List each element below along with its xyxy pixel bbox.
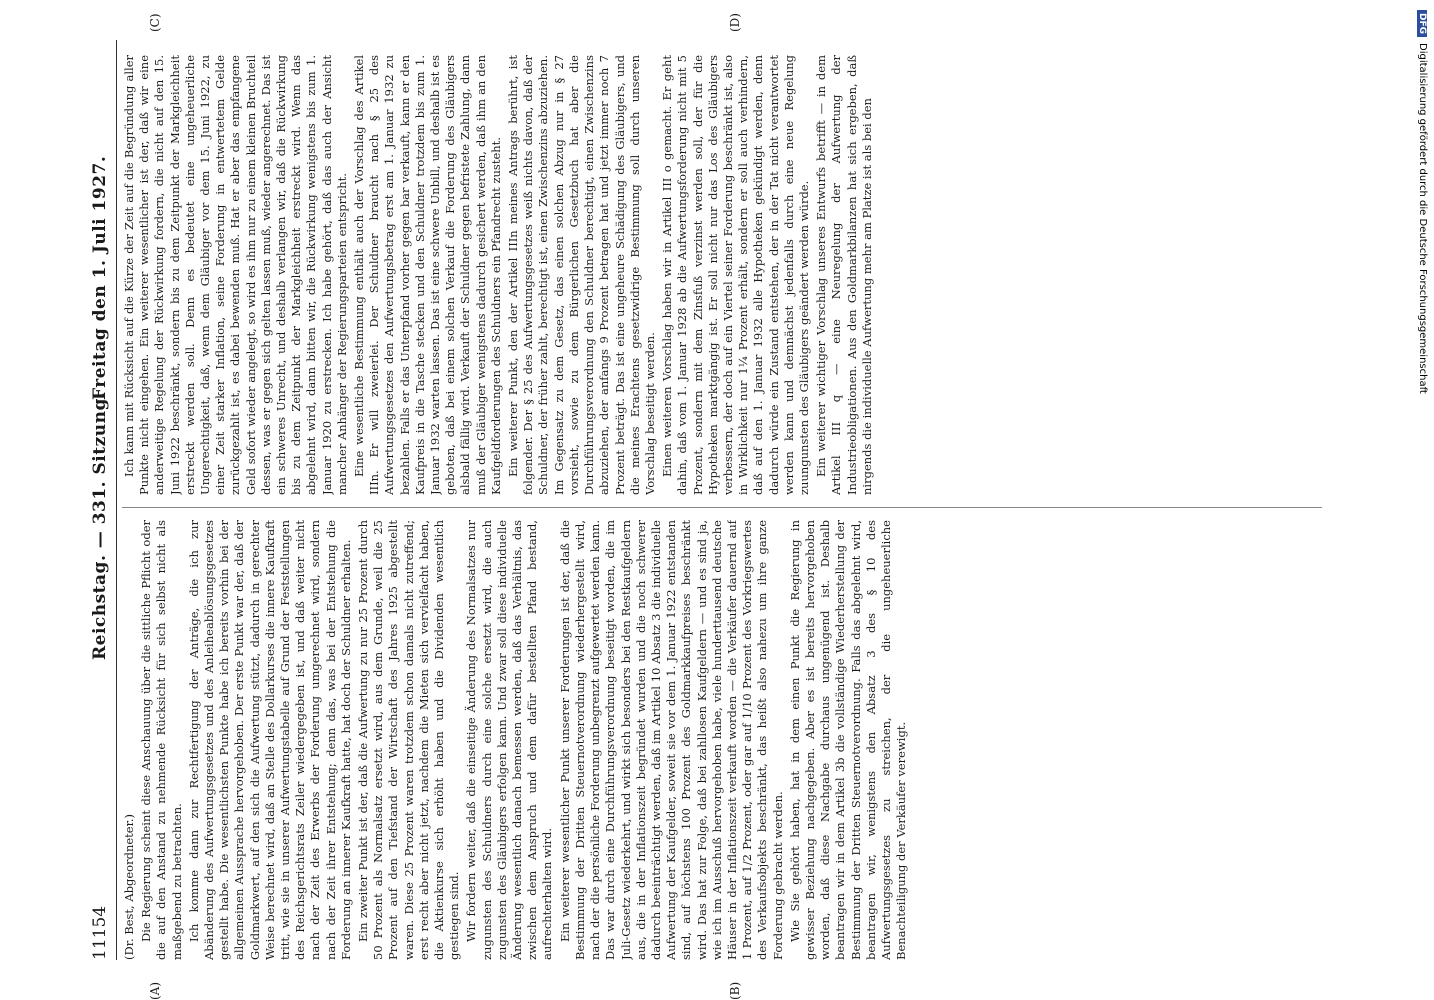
paragraph: Ein weiterer Punkt, den der Artikel IIIn meines Antrags berührt, ist folgender. Der § 25 des Aufwertungsgesetzes weiß nichts davon, daß der Schuldner, der früher zahlt, berechtigt ist, einen Zwischenzins abzuziehen. Im Gegensatz zu dem Gesetz, das einen solchen Abzug nur in § 27 vorsieht, sowie zu dem Bürgerlichen Gesetzbuch hat aber die Durchführungsverordnung den Schuldner berechtigt, einen Zwischenzins abzuziehen, der anfangs 9 Prozent betragen hat und jetzt immer noch 7 Prozent beträgt. Das ist eine ungeheure Schädigung des Gläubigers, und die meines Erachtens gesetzwidrige Bestimmung soll durch unseren Vorschlag beseitigt werden.: [506, 55, 657, 495]
paragraph: Ein weiterer wichtiger Vorschlag unseres Entwurfs betrifft — in dem Artikel III q — eine Neuregelung der Aufwertung der Industrieobligationen. Aus den Goldmarkbilanzen hat sich ergeben, daß nirgends die individuelle Aufwertung mehr am Platze ist als bei den: [814, 55, 874, 495]
header-rule: [116, 40, 117, 960]
digitization-note: [1412, 10, 1432, 990]
paragraph: Ein zweiter Punkt ist der, daß die Aufwertung zu nur 25 Prozent durch 50 Prozent als Normalsatz ersetzt wird, aus dem Grunde, weil die 25 Prozent auf den Tiefstand der Wirtschaft des Jahres 1925 abgestellt waren. Diese 25 Prozent waren trotzdem schon damals nicht zutreffend; erst recht aber nicht jetzt, nachdem die Mieten sich vervielfacht haben, die Aktienkurse sich erhöht haben und die Dividenden wesentlich gestiegen sind.: [356, 520, 462, 960]
page-header: [88, 40, 118, 960]
paragraph: Wir fordern weiter, daß die einseitige Änderung des Normalsatzes nur zugunsten des Schuldners durch eine solche ersetzt wird, die auch zugunsten des Gläubigers erfolgen kann. Und zwar soll diese individuelle Änderung wesentlich danach bemessen werden, daß das Verhältnis, das zwischen dem Anspruch und dem dafür bestellten Pfand bestand, aufrechterhalten wird.: [464, 520, 555, 960]
margin-marker-c: (C): [148, 13, 162, 32]
paragraph: Ein weiterer wesentlicher Punkt unserer Forderungen ist der, daß die Bestimmung der Dritten Steuernotverordnung wiederhergestellt wird, nach der die persönliche Forderung unbegrenzt aufgewertet werden kann. Das war durch eine Durchführungsverordnung beseitigt worden, die im Juli-Gesetz wiederkehrt, und wirkt sich besonders bei den Restkaufgeldern aus, die in der Inflationszeit begründet wurden und die noch schwerer dadurch beeinträchtigt werden, daß im Artikel 10 Absatz 3 die individuelle Aufwertung der Kaufgelder, soweit sie vor dem 1. Januar 1922 entstanden sind, auf höchstens 100 Prozent des Goldmarkkaufpreises beschränkt wird. Das hat zur Folge, daß bei zahllosen Kaufgeldern — und es sind ja, wie ich im Ausschuß hervorgehoben habe, viele hunderttausend deutsche Häuser in der Inflationszeit verkauft worden — die Verkäufer dauernd auf 1 Prozent, auf 1/2 Prozent, oder gar auf 1/10 Prozent des Vorkriegswertes des Verkaufsobjekts beschränkt, das heißt also nahezu um ihre ganze Forderung gebracht werden.: [557, 520, 785, 960]
paragraph: Ich komme dann zur Rechtfertigung der Anträge, die ich zur Abänderung des Aufwertungsgesetzes und des Anleiheablösungsgesetzes gestellt habe. Die wesentlichsten Punkte habe ich bereits vorhin bei der allgemeinen Aussprache hervorgehoben. Der erste Punkt war der, daß der Goldmarkwert, auf den sich die Aufwertung stützt, dadurch in gerechter Weise berechnet wird, daß an Stelle des Dollarkurses die innere Kaufkraft tritt, wie sie in unserer Aufwertungstabelle auf Grund der Feststellungen des Reichsgerichtsrats Zeiler wiedergegeben ist, und daß weiter nicht nach der Zeit des Erwerbs der Forderung umgerechnet wird, sondern nach der Zeit ihrer Entstehung; denn das, was bei der Entstehung die Forderung an innerer Kaufkraft hatte, hat doch der Schuldner erhalten.: [186, 520, 353, 960]
document-page: [88, 13, 1348, 1000]
paragraph: Die Regierung scheint diese Anschauung über die sittliche Pflicht oder die auf den Anstand zu nehmende Rücksicht für sich selbst nicht als maßgebend zu betrachten.: [139, 520, 184, 960]
paragraph: Wie Sie gehört haben, hat in dem einen Punkt die Regierung in gewisser Beziehung nachgegeben. Aber es ist bereits hervorgehoben worden, daß diese Nachgabe durchaus ungenügend ist. Deshalb beantragen wir in dem Artikel 3b die vollständige Wiederherstellung der Bestimmung der Dritten Steuernotverordnung. Falls das abgelehnt wird, beantragen wir, wenigstens den Absatz 3 des § 10 des Aufwertungsgesetzes zu streichen, der die ungeheuerliche Benachteiligung der Verkäufer verewigt.: [787, 520, 909, 960]
session-title: Reichstag. — 331. Sitzung.: [90, 391, 110, 660]
session-date: Freitag den 1. Juli 1927.: [90, 155, 110, 400]
right-column: [122, 55, 1348, 495]
digitization-text: Digitalisierung gefördert durch die Deutsche Forschungsgemeinschaft: [1417, 43, 1428, 394]
left-column: [122, 520, 1348, 960]
paragraph: Einen weiteren Vorschlag haben wir in Artikel III o gemacht. Er geht dahin, daß vom 1. Januar 1928 ab die Aufwertungsforderung nicht mit 5 Prozent, sondern mit dem Zinsfuß verzinst werden soll, der für die Hypotheken marktgängig ist. Er soll nicht nur das Los des Gläubigers verbessern, der doch auf ein Viertel seiner Forderung beschränkt ist, also in Wirklichkeit nur 1¼ Prozent erhält, sondern er soll auch verhindern, daß auf den 1. Januar 1932 alle Hypotheken gekündigt werden, denn dadurch würde ein Zustand entstehen, der in der Tat nicht verantwortet werden kann und demnächst jedenfalls durch eine neue Regelung zuungunsten des Gläubigers geändert werden würde.: [660, 55, 811, 495]
paragraph: Eine wesentliche Bestimmung enthält auch der Vorschlag des Artikel IIIn. Er will zweierlei. Der Schuldner braucht nach § 25 des Aufwertungsgesetzes den Aufwertungsbetrag erst am 1. Januar 1932 zu bezahlen. Falls er das Unterpfand vorher gegen bar verkauft, kann er den Kaufpreis in die Tasche stecken und den Schuldner trotzdem bis zum 1. Januar 1932 warten lassen. Das ist eine schwere Unbill, und deshalb ist es geboten, daß bei einem solchen Verkauf die Forderung des Gläubigers alsbald fällig wird. Verkauft der Schuldner gegen befristete Zahlung, dann muß der Gläubiger wenigstens dadurch gesichert werden, daß ihm an den Kaufgeldforderungen des Schuldners ein Pfandrecht zusteht.: [352, 55, 503, 495]
margin-marker-d: (D): [728, 13, 742, 32]
column-divider: [122, 507, 1322, 508]
paragraph: Ich kann mit Rücksicht auf die Kürze der Zeit auf die Begründung aller Punkte nicht eingehen. Ein weiterer wesentlicher ist der, daß wir eine anderweitige Regelung der Rückwirkung fordern, die nicht auf den 15. Juni 1922 beschränkt, sondern bis zu dem Zeitpunkt der Markgleichheit erstreckt werden soll. Denn es bedeutet eine ungeheuerliche Ungerechtigkeit, daß, wenn dem Gläubiger vor dem 15. Juni 1922, zu einer Zeit starker Inflation, seine Forderung in entwertetem Gelde zurückgezahlt ist, es dabei bewenden muß. Hat er aber das empfangene Geld sofort wieder angelegt, so wird es ihm nur zu einem kleinen Bruchteil dessen, was er gegen sich gelten lassen muß, wieder angerechnet. Das ist ein schweres Unrecht, und deshalb verlangen wir, daß die Rückwirkung bis zu dem Zeitpunkt der Markgleichheit erstreckt wird. Wenn das abgelehnt wird, dann bitten wir, die Rückwirkung wenigstens bis zum 1. Januar 1920 zu erstrecken. Ich habe gehört, daß das auch der Ansicht mancher Anhänger der Regierungsparteien entspricht.: [122, 55, 349, 495]
margin-marker-b: (B): [728, 981, 742, 1000]
dfg-logo: DFG: [1417, 10, 1427, 37]
margin-marker-a: (A): [148, 981, 162, 1000]
page-number: 11154: [90, 905, 110, 960]
speaker-label: (Dr. Best, Abgeordneter.): [122, 814, 136, 960]
